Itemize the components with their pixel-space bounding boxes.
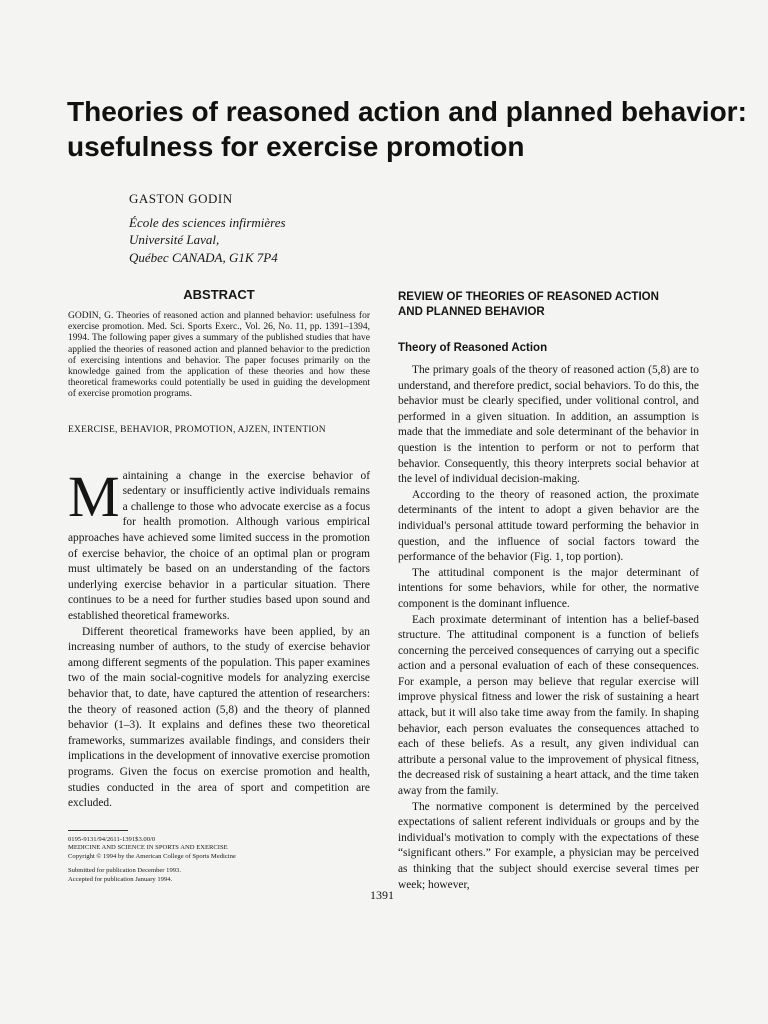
author-name: GASTON GODIN [129, 191, 233, 206]
right-column [398, 290, 699, 893]
subsection-heading: Theory of Reasoned Action [398, 342, 548, 354]
left-column [68, 287, 370, 885]
intro-paragraph: Different theoretical frameworks have been applied, by an increasing number of authors, to the study of exercise behavior among different segments of the population. This paper examines two of the main social-cognitive models for analyzing exercise behavior that, to date, have captured the attention of researchers: the theory of reasoned action (5,8) and the theory of planned behavior (1–3). It explains and defines these two theoretical frameworks, summarizes available findings, and considers their implications in the development of innovative exercise promotion programs. Given the focus on exercise promotion and health, studies conducted in the area of sport and competition are excluded. [68, 625, 370, 810]
section-heading: REVIEW OF THEORIES OF REASONED ACTION AND PLANNED BEHAVIOR [398, 291, 659, 318]
author-block [129, 190, 286, 266]
introduction [68, 463, 370, 812]
body-paragraph: The attitudinal component is the major determinant of intentions for some behaviors, while for other, the normative component is the dominant influence. [398, 566, 699, 610]
footnote-journal: MEDICINE AND SCIENCE IN SPORTS AND EXERCISE [68, 844, 228, 852]
footnote-copyright: Copyright © 1994 by the American College of Sports Medicine [68, 853, 236, 861]
footnote-code: 0195-9131/94/2611-1391$3.00/0 [68, 835, 156, 843]
affiliation-line: École des sciences infirmières [129, 214, 286, 230]
intro-paragraph [68, 463, 370, 625]
footnote-divider [68, 830, 128, 831]
abstract-text: GODIN, G. Theories of reasoned action and planned behavior: usefulness for exercise promotion. Med. Sci. Sports Exerc., Vol. 26, No. 11, pp. 1391–1394, 1994. The following paper gives a summary of the published studies that have applied the theories of reasoned action and planned behavior to the prediction of exercising intentions and behavior. The paper focuses primarily on the knowledge gained from the application of these theories and how these theoretical frameworks could potentially be used in guiding the development of exercise promotion programs. [68, 311, 370, 400]
body-paragraph: The normative component is determined by the perceived expectations of salient referent individuals or groups and by the individual's motivation to comply with the expectations of these “significant others.” For example, a physician may be perceived as thinking that the subject should exercise several times per week; however, [398, 800, 699, 891]
body-paragraph: Each proximate determinant of intention has a belief-based structure. The attitudinal component is a function of beliefs concerning the perceived consequences of carrying out a specific action and a personal evaluation of each of these consequences. For example, a person may believe that regular exercise will improve physical fitness and lower the risk of sustaining a heart attack, but it will also take time away from the family. In shaping behavior, each person evaluates the consequences attached to each of these beliefs. As a result, any given individual can attribute a personal value to the improvement of physical fitness, the decreased risk of sustaining a heart attack, and the time taken away from the family. [398, 613, 699, 798]
intro-paragraph-text: aintaining a change in the exercise behavior of sedentary or insufficiently active individuals remains a challenge to those who advocate exercise as a focus for health promotion. Although various empirical approaches have achieved some limited success in the promotion of exercise behavior, the choice of an optimal plan or program must ultimately be based on an understanding of the factors underlying exercise behavior in a particular situation. There continues to be a need for further studies based upon sound and established theoretical frameworks. [68, 469, 370, 622]
body-paragraph: According to the theory of reasoned action, the proximate determinants of the intent to adopt a given behavior are the individual's personal attitude toward performing the behavior in question, and the influence of social factors toward the performance of the behavior (Fig. 1, top portion). [398, 488, 699, 564]
body-paragraph: The primary goals of the theory of reasoned action (5,8) are to understand, and therefore predict, social behaviors. To do this, the behavior must be clearly specified, under volitional control, and performed in a given situation. In addition, an assumption is made that the immediate and sole determinant of the behavior in question is the intention to perform or not to perform that behavior. Consequently, this theory interprets social behavior at the level of individual decision-making. [398, 364, 699, 486]
keywords: EXERCISE, BEHAVIOR, PROMOTION, AJZEN, INTENTION [68, 424, 326, 435]
page-number: 1391 [370, 888, 394, 902]
affiliation-line: Université Laval, [129, 232, 220, 247]
affiliation-line: Québec CANADA, G1K 7P4 [129, 249, 278, 265]
footnote-accepted: Accepted for publication January 1994. [68, 875, 173, 883]
drop-cap: M [68, 463, 120, 529]
footnote-submitted: Submitted for publication December 1993. [68, 867, 181, 875]
paper-title: Theories of reasoned action and planned behavior: usefulness for exercise promotion [67, 96, 747, 162]
abstract-heading: ABSTRACT [183, 287, 255, 302]
